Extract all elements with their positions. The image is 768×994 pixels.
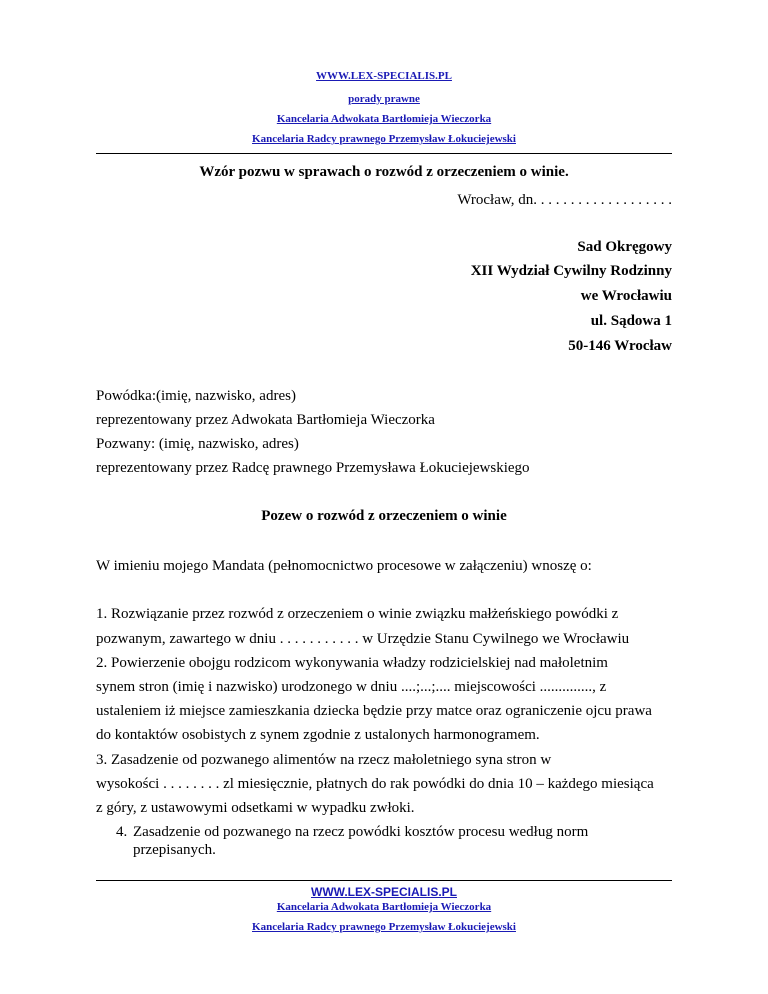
court-postal: 50-146 Wrocław: [568, 338, 672, 354]
footer-site-link[interactable]: WWW.LEX-SPECIALIS.PL: [311, 885, 457, 899]
firm2-link[interactable]: Kancelaria Radcy prawnego Przemysław Łokuciejewski: [252, 133, 516, 145]
body-line: 3. Zasadzenie od pozwanego alimentów na rzecz małoletniego syna stron w: [96, 752, 552, 768]
court-city: we Wrocławiu: [580, 288, 672, 304]
document-title: Wzór pozwu w sprawach o rozwód z orzeczeniem o winie.: [199, 164, 569, 180]
place-date: Wrocław, dn. . . . . . . . . . . . . . . . . . .: [457, 192, 672, 208]
body-line: do kontaktów osobistych z synem zgodnie z ustalonych harmonogramem.: [96, 727, 540, 743]
defendant-representative: reprezentowany przez Radcę prawnego Przemysława Łokuciejewskiego: [96, 460, 530, 476]
claim-title: Pozew o rozwód z orzeczeniem o winie: [261, 508, 507, 524]
advice-link[interactable]: porady prawne: [348, 93, 420, 105]
body-line: 2. Powierzenie obojgu rodzicom wykonywania władzy rodzicielskiej nad małoletnim: [96, 655, 608, 671]
claim-intro: W imieniu mojego Mandata (pełnomocnictwo procesowe w załączeniu) wnoszę o:: [96, 558, 592, 574]
court-name: Sad Okręgowy: [577, 239, 672, 255]
body-line: synem stron (imię i nazwisko) urodzonego w dniu ....;...;.... miejscowości .............., z: [96, 679, 607, 695]
court-street: ul. Sądowa 1: [590, 313, 672, 329]
header-divider: [96, 153, 672, 154]
plaintiff-representative: reprezentowany przez Adwokata Bartłomieja Wieczorka: [96, 412, 435, 428]
site-link[interactable]: WWW.LEX-SPECIALIS.PL: [316, 70, 452, 82]
court-department: XII Wydział Cywilny Rodzinny: [470, 263, 672, 279]
body-line: wysokości . . . . . . . . zl miesięcznie, płatnych do rak powódki do dnia 10 – każdego miesiąca: [96, 776, 654, 792]
footer-firm2-link[interactable]: Kancelaria Radcy prawnego Przemysław Łokuciejewski: [252, 921, 516, 933]
list-item-text: Zasadzenie od pozwanego na rzecz powódki kosztów procesu według norm przepisanych.: [133, 824, 589, 858]
footer-divider: [96, 880, 672, 881]
body-line: 1. Rozwiązanie przez rozwód z orzeczeniem o winie związku małżeńskiego powódki z: [96, 606, 619, 622]
body-line: ustaleniem iż miejsce zamieszkania dziecka będzie przy matce oraz ograniczenie ojcu prawa: [96, 703, 652, 719]
firm1-link[interactable]: Kancelaria Adwokata Bartłomieja Wieczorka: [276, 113, 492, 125]
footer-firm1-link[interactable]: Kancelaria Adwokata Bartłomieja Wieczorka: [276, 901, 492, 913]
list-item-number: 4.: [116, 824, 128, 840]
defendant: Pozwany: (imię, nazwisko, adres): [96, 436, 299, 452]
body-line: z góry, z ustawowymi odsetkami w wypadku zwłoki.: [96, 800, 415, 816]
body-line: pozwanym, zawartego w dniu . . . . . . . . . . . w Urzędzie Stanu Cywilnego we Wrocławiu: [96, 631, 630, 647]
plaintiff: Powódka:(imię, nazwisko, adres): [96, 388, 296, 404]
